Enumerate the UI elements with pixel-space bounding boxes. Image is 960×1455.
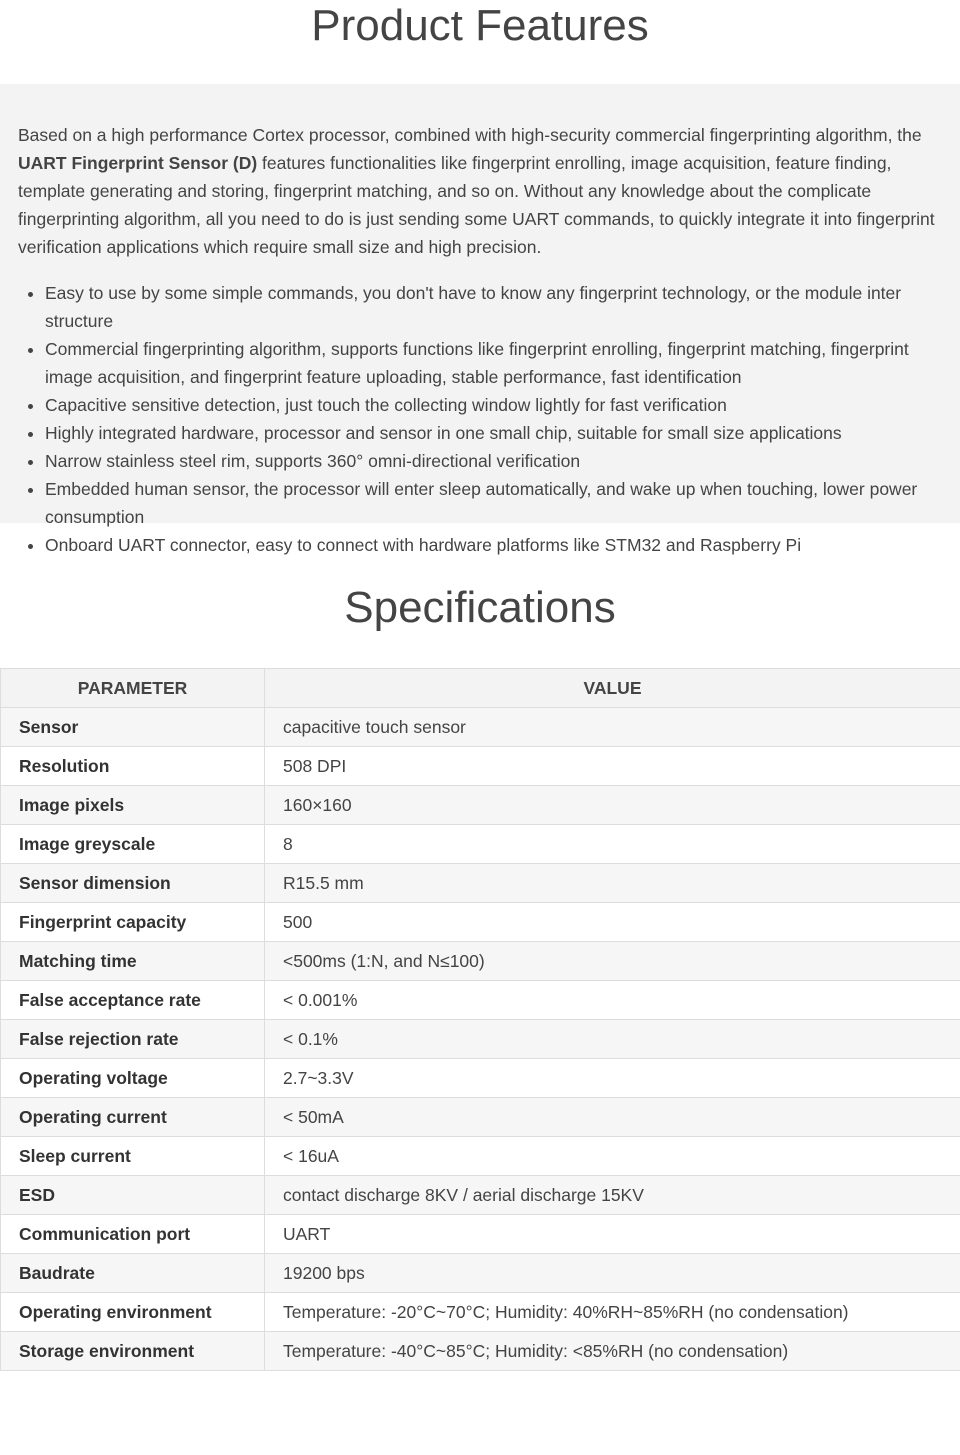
spec-parameter: Sensor dimension: [1, 864, 265, 903]
spec-value: 508 DPI: [265, 747, 960, 786]
table-row: [1, 786, 960, 825]
spec-value: R15.5 mm: [265, 864, 960, 903]
table-header-row: [1, 669, 960, 708]
specifications-title: Specifications: [344, 583, 616, 632]
spec-parameter: Operating current: [1, 1098, 265, 1137]
spec-value: 500: [265, 903, 960, 942]
table-row: [1, 903, 960, 942]
header-parameter: PARAMETER: [1, 669, 265, 708]
spec-parameter: Resolution: [1, 747, 265, 786]
spec-parameter: Operating voltage: [1, 1059, 265, 1098]
table-row: [1, 1098, 960, 1137]
table-row: [1, 825, 960, 864]
header-value: VALUE: [265, 669, 960, 708]
table-row: [1, 708, 960, 747]
spec-value: 19200 bps: [265, 1254, 960, 1293]
spec-parameter: Fingerprint capacity: [1, 903, 265, 942]
specifications-table: [0, 668, 960, 1371]
table-row: [1, 1332, 960, 1371]
table-row: [1, 1059, 960, 1098]
spec-parameter: Sensor: [1, 708, 265, 747]
intro-text-before: Based on a high performance Cortex processor, combined with high-security commercial fingerprinting algorithm, the: [18, 125, 922, 145]
intro-text-after: features functionalities like fingerprint enrolling, image acquisition, feature finding, template generating and storing, fingerprint matching, and so on. Without any knowledge about the complicate fingerprinting algorithm, all you need to do is just sending some UART commands, to quickly integrate it into fingerprint verification applications which require small size and high precision.: [18, 153, 935, 257]
spec-parameter: Sleep current: [1, 1137, 265, 1176]
table-row: [1, 1215, 960, 1254]
spec-parameter: Baudrate: [1, 1254, 265, 1293]
spec-value: < 0.001%: [265, 981, 960, 1020]
spec-parameter: False acceptance rate: [1, 981, 265, 1020]
spec-value: < 16uA: [265, 1137, 960, 1176]
spec-value: 2.7~3.3V: [265, 1059, 960, 1098]
features-intro: [18, 121, 942, 261]
spec-parameter: Image greyscale: [1, 825, 265, 864]
spec-parameter: Storage environment: [1, 1332, 265, 1371]
features-box: [0, 84, 960, 555]
feature-item: • Easy to use by some simple commands, you don't have to know any fingerprint technology, or the module inter structure: [45, 279, 942, 335]
features-title: Product Features: [311, 1, 649, 50]
specifications-body: [1, 708, 960, 1371]
spec-value: capacitive touch sensor: [265, 708, 960, 747]
product-name: UART Fingerprint Sensor (D): [18, 153, 258, 173]
table-row: [1, 981, 960, 1020]
spec-value: <500ms (1:N, and N≤100): [265, 942, 960, 981]
spec-value: contact discharge 8KV / aerial discharge 15KV: [265, 1176, 960, 1215]
table-row: [1, 1137, 960, 1176]
spec-value: 160×160: [265, 786, 960, 825]
spec-value: 8: [265, 825, 960, 864]
table-row: [1, 1176, 960, 1215]
spec-parameter: ESD: [1, 1176, 265, 1215]
spec-value: Temperature: -40°C~85°C; Humidity: <85%RH (no condensation): [265, 1332, 960, 1371]
spec-value: Temperature: -20°C~70°C; Humidity: 40%RH~85%RH (no condensation): [265, 1293, 960, 1332]
table-row: [1, 864, 960, 903]
features-list: [18, 279, 942, 559]
feature-item: • Embedded human sensor, the processor will enter sleep automatically, and wake up when touching, lower power consumption: [45, 475, 942, 531]
table-row: [1, 747, 960, 786]
feature-item: • Narrow stainless steel rim, supports 360° omni-directional verification: [45, 447, 942, 475]
table-row: [1, 1293, 960, 1332]
spec-value: UART: [265, 1215, 960, 1254]
feature-item: • Highly integrated hardware, processor and sensor in one small chip, suitable for small size applications: [45, 419, 942, 447]
spec-parameter: Image pixels: [1, 786, 265, 825]
table-row: [1, 1020, 960, 1059]
feature-item: • Capacitive sensitive detection, just touch the collecting window lightly for fast verification: [45, 391, 942, 419]
spec-value: < 50mA: [265, 1098, 960, 1137]
spec-parameter: False rejection rate: [1, 1020, 265, 1059]
feature-item: • Commercial fingerprinting algorithm, supports functions like fingerprint enrolling, fingerprint matching, fingerprint image acquisition, and fingerprint feature uploading, stable performance, fast identification: [45, 335, 942, 391]
table-row: [1, 942, 960, 981]
spec-parameter: Communication port: [1, 1215, 265, 1254]
table-row: [1, 1254, 960, 1293]
feature-item: • Onboard UART connector, easy to connect with hardware platforms like STM32 and Raspberry Pi: [45, 531, 942, 559]
spec-parameter: Matching time: [1, 942, 265, 981]
spec-value: < 0.1%: [265, 1020, 960, 1059]
spec-parameter: Operating environment: [1, 1293, 265, 1332]
